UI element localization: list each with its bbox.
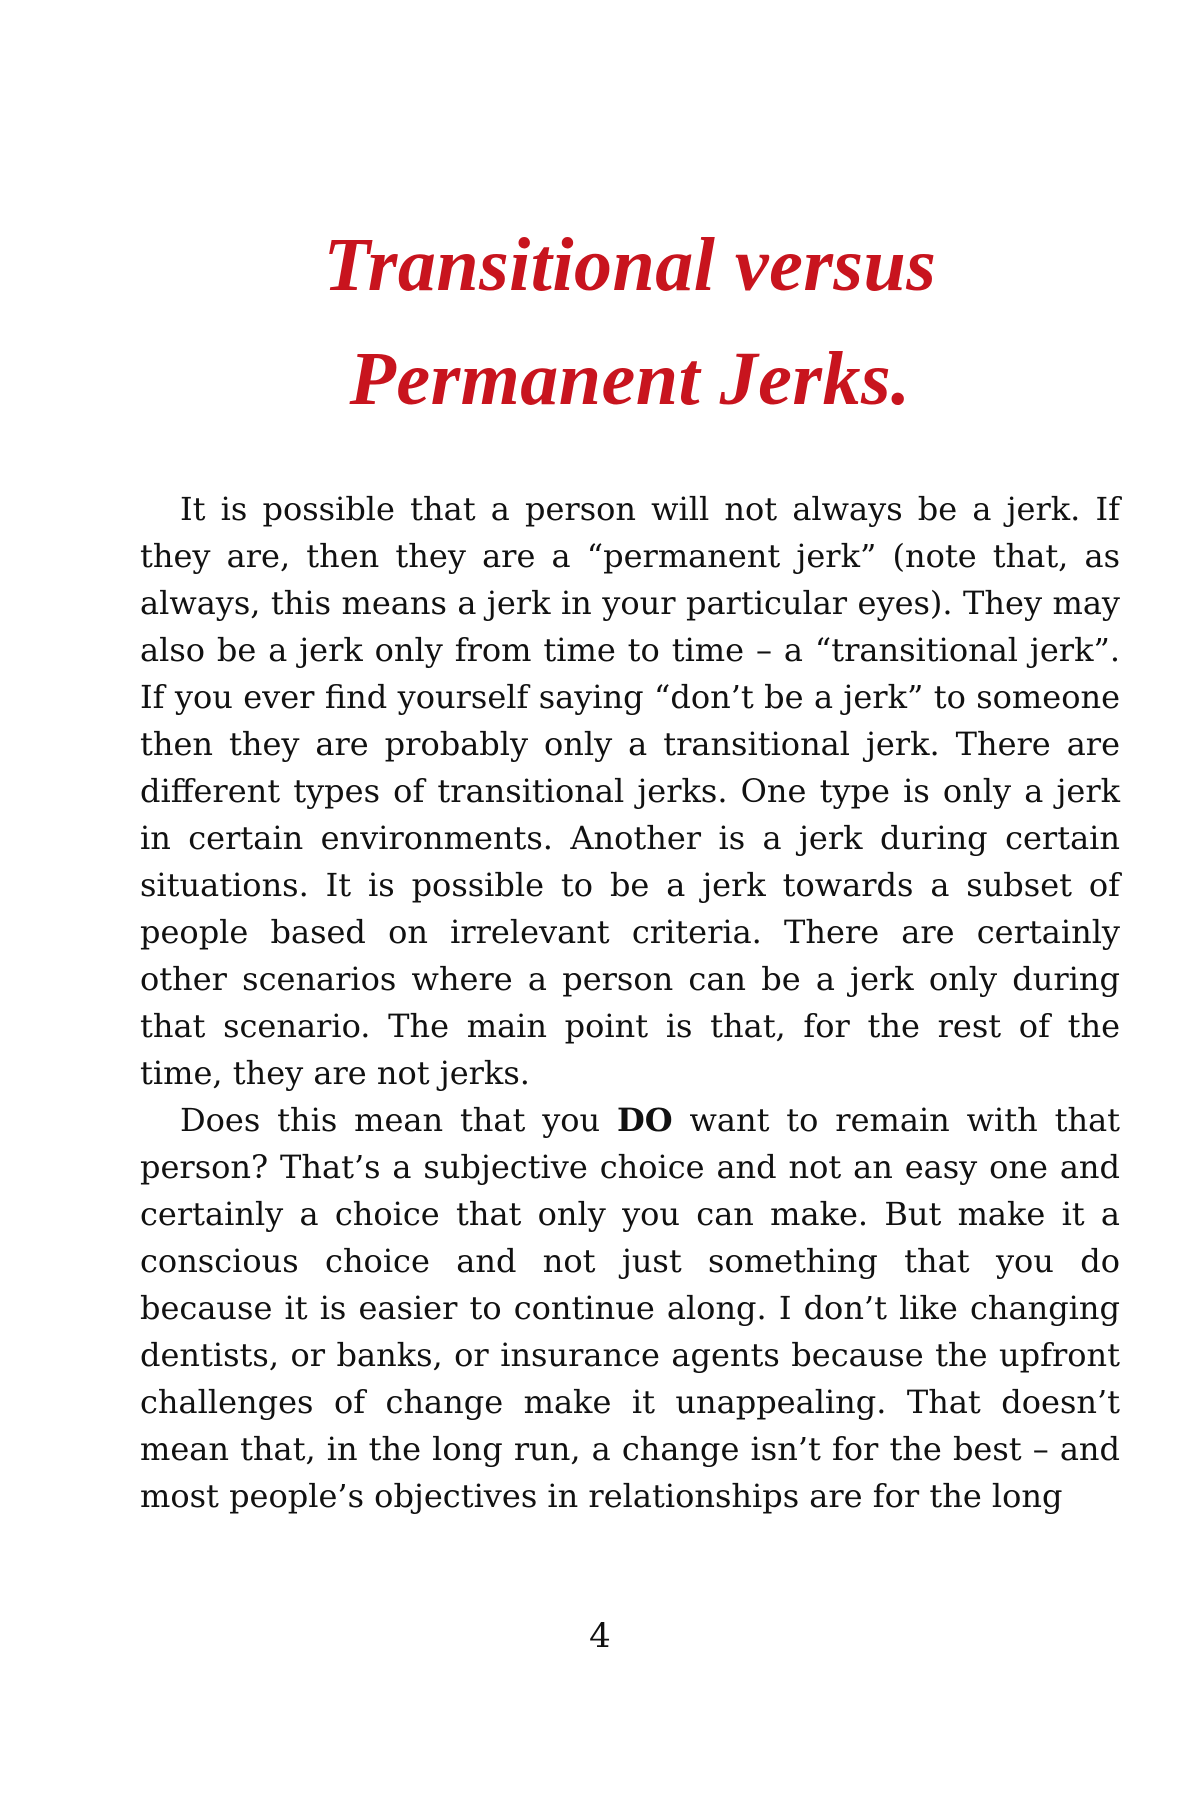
paragraph-2: [140, 1097, 1120, 1520]
paragraph-2-lead: Does this mean that you: [180, 1101, 618, 1139]
chapter-title-line-2: Permanent Jerks.: [349, 337, 911, 421]
emphasis-do: DO: [617, 1101, 673, 1139]
chapter-title: [140, 208, 1120, 436]
page-number: 4: [589, 1616, 611, 1656]
paragraph-2-rest: want to remain with that person? That’s a subjective choice and not an easy one and certainly a choice that only you can make. But make it a conscious choice and not just something that you do because it is easier to continue along. I don’t like changing dentists, or banks, or insurance agents because the upfront challenges of change make it unappealing. That doesn’t mean that, in the long run, a change isn’t for the best – and most people’s objectives in relationships are for the long: [140, 1101, 1121, 1515]
paragraph-1: It is possible that a person will not always be a jerk. If they are, then they are a “permanent jerk” (note that, as always, this means a jerk in your particular eyes). They may also be a jerk only from time to time – a “transitional jerk”. If you ever find yourself saying “don’t be a jerk” to someone then they are probably only a transitional jerk. There are different types of transitional jerks. One type is only a jerk in certain environments. Another is a jerk during certain situations. It is possible to be a jerk towards a subset of people based on irrelevant criteria. There are certainly other scenarios where a person can be a jerk only during that scenario. The main point is that, for the rest of the time, they are not jerks.: [140, 490, 1120, 1092]
body-text: [140, 486, 1120, 1520]
chapter-title-line-1: Transitional versus: [323, 223, 937, 307]
